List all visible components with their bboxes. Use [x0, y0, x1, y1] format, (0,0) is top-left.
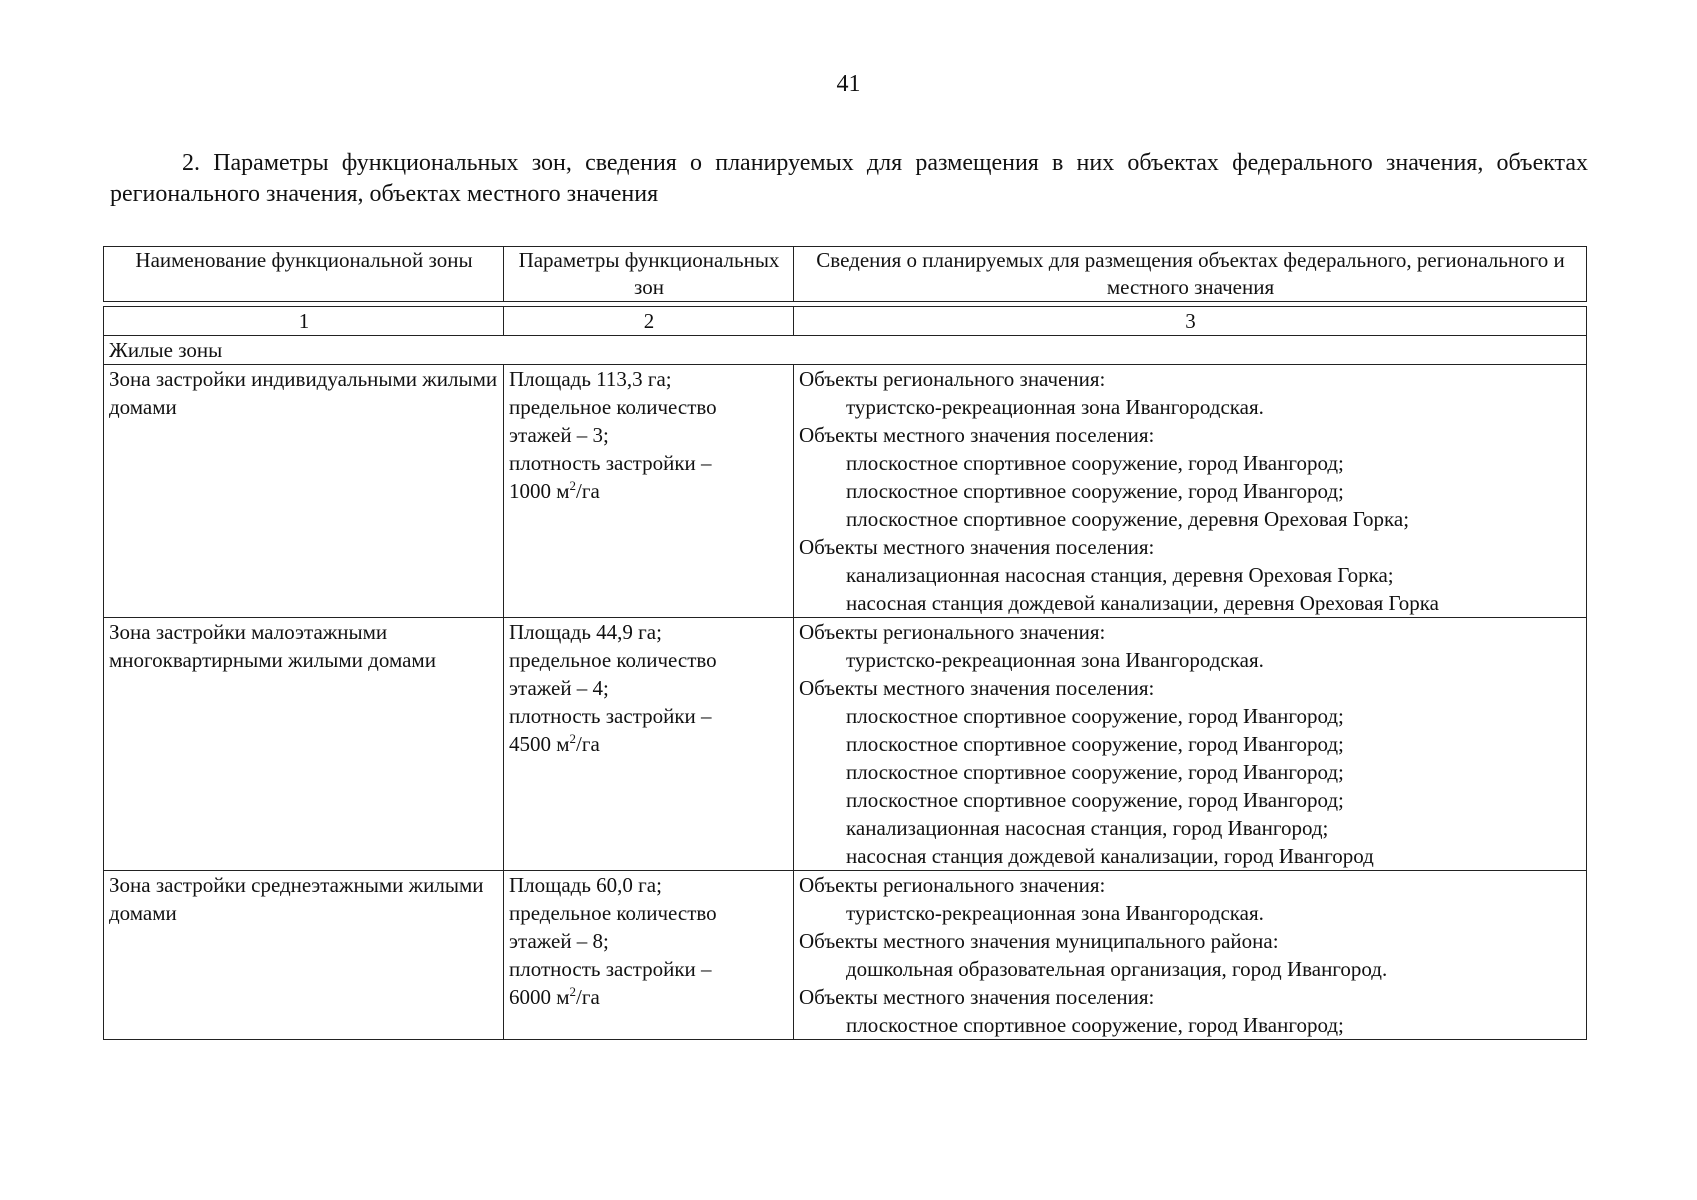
object-item: насосная станция дождевой канализации, город Ивангород	[846, 844, 1374, 868]
density-sup: 2	[569, 984, 577, 999]
objects-heading: Объекты местного значения поселения:	[799, 535, 1155, 559]
table-row	[104, 871, 1587, 1040]
density-number: 1000 м	[509, 479, 570, 503]
object-item: плоскостное спортивное сооружение, деревня Ореховая Горка;	[846, 507, 1410, 531]
object-item: плоскостное спортивное сооружение, город Ивангород;	[846, 704, 1344, 728]
param-line: предельное количество	[509, 901, 717, 925]
zone-params	[504, 618, 794, 871]
density-unit: /га	[576, 985, 600, 1009]
object-item: туристско-рекреационная зона Ивангородская.	[846, 395, 1264, 419]
objects-heading: Объекты регионального значения:	[799, 620, 1106, 644]
zone-name: Зона застройки индивидуальными жилыми домами	[104, 365, 504, 618]
param-line: этажей – 3;	[509, 423, 609, 447]
density-value	[509, 983, 789, 1011]
group-label: Жилые зоны	[104, 336, 1587, 365]
density-sup: 2	[569, 478, 577, 493]
page-number: 41	[836, 71, 861, 97]
param-line: Площадь 60,0 га;	[509, 873, 662, 897]
param-line: этажей – 8;	[509, 929, 609, 953]
zone-objects	[794, 618, 1587, 871]
param-line: предельное количество	[509, 648, 717, 672]
object-item: плоскостное спортивное сооружение, город Ивангород;	[846, 760, 1344, 784]
zone-name: Зона застройки малоэтажными многоквартирными жилыми домами	[104, 618, 504, 871]
objects-heading: Объекты местного значения муниципального района:	[799, 929, 1279, 953]
density-unit: /га	[576, 479, 600, 503]
object-item: туристско-рекреационная зона Ивангородская.	[846, 901, 1264, 925]
zone-name: Зона застройки среднеэтажными жилыми домами	[104, 871, 504, 1040]
header-col-3: Сведения о планируемых для размещения объектах федерального, регионального и местного значения	[794, 247, 1587, 302]
object-item: канализационная насосная станция, деревня Ореховая Горка;	[846, 563, 1394, 587]
density-number: 4500 м	[509, 732, 570, 756]
table-row	[104, 365, 1587, 618]
density-value	[509, 730, 789, 758]
param-line: Площадь 44,9 га;	[509, 620, 662, 644]
density-value	[509, 477, 789, 505]
column-number: 3	[794, 307, 1587, 336]
objects-heading: Объекты местного значения поселения:	[799, 676, 1155, 700]
section-heading: 2. Параметры функциональных зон, сведения о планируемых для размещения в них объектах федерального значения, объектах регионального значения, объектах местного значения	[110, 150, 1588, 207]
zone-params	[504, 365, 794, 618]
zone-params	[504, 871, 794, 1040]
objects-heading: Объекты регионального значения:	[799, 367, 1106, 391]
column-number: 1	[104, 307, 504, 336]
param-line: Площадь 113,3 га;	[509, 367, 672, 391]
header-col-2: Параметры функциональных зон	[504, 247, 794, 302]
object-item: туристско-рекреационная зона Ивангородская.	[846, 648, 1264, 672]
column-numbers-row	[104, 307, 1587, 336]
object-item: дошкольная образовательная организация, город Ивангород.	[846, 957, 1388, 981]
zone-objects	[794, 365, 1587, 618]
object-item: плоскостное спортивное сооружение, город Ивангород;	[846, 788, 1344, 812]
param-line: предельное количество	[509, 395, 717, 419]
column-number: 2	[504, 307, 794, 336]
param-line: плотность застройки –	[509, 957, 712, 981]
object-item: канализационная насосная станция, город Ивангород;	[846, 816, 1329, 840]
object-item: насосная станция дождевой канализации, деревня Ореховая Горка	[846, 591, 1439, 615]
param-line: плотность застройки –	[509, 451, 712, 475]
param-line: плотность застройки –	[509, 704, 712, 728]
header-col-1: Наименование функциональной зоны	[104, 247, 504, 302]
density-unit: /га	[576, 732, 600, 756]
object-item: плоскостное спортивное сооружение, город Ивангород;	[846, 732, 1344, 756]
density-sup: 2	[569, 731, 577, 746]
zones-table	[103, 306, 1587, 1040]
table-header	[103, 246, 1587, 302]
group-row	[104, 336, 1587, 365]
objects-heading: Объекты регионального значения:	[799, 873, 1106, 897]
objects-heading: Объекты местного значения поселения:	[799, 423, 1155, 447]
density-number: 6000 м	[509, 985, 570, 1009]
object-item: плоскостное спортивное сооружение, город Ивангород;	[846, 451, 1344, 475]
object-item: плоскостное спортивное сооружение, город Ивангород;	[846, 1013, 1344, 1037]
table-row	[104, 618, 1587, 871]
objects-heading: Объекты местного значения поселения:	[799, 985, 1155, 1009]
object-item: плоскостное спортивное сооружение, город Ивангород;	[846, 479, 1344, 503]
zone-objects	[794, 871, 1587, 1040]
param-line: этажей – 4;	[509, 676, 609, 700]
